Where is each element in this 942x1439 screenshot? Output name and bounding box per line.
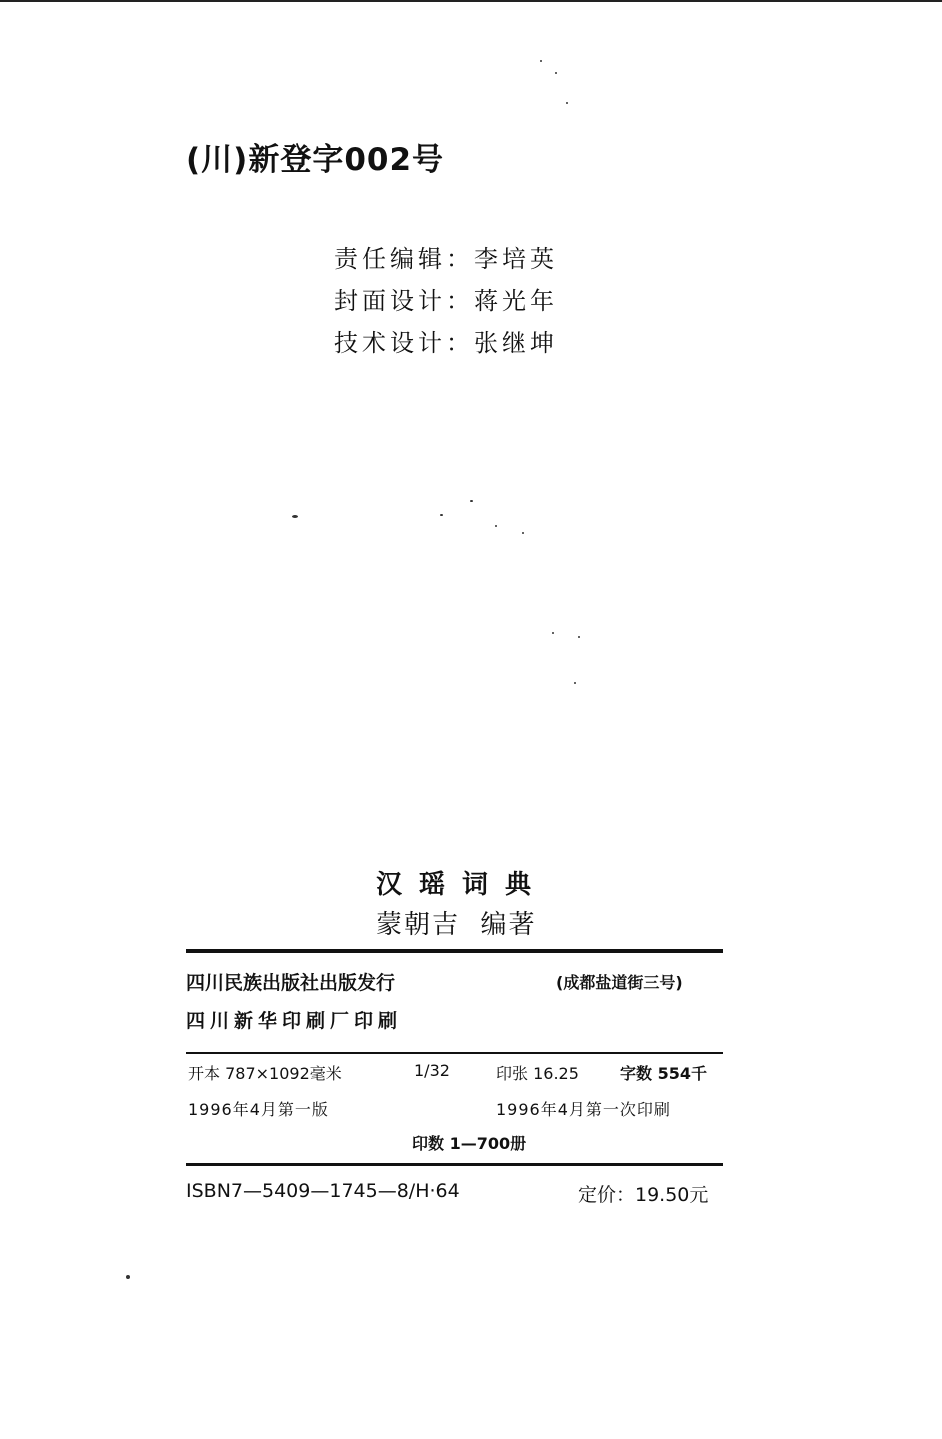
spec-copies: 印数 1—700册 — [412, 1134, 527, 1153]
top-border-line — [0, 0, 942, 2]
credit-editor — [334, 238, 558, 280]
scan-speck — [566, 102, 568, 104]
spec-format: 开本 787×1092毫米 — [188, 1064, 342, 1083]
credit-name: 李培英 — [474, 245, 558, 273]
scan-speck — [578, 636, 580, 638]
publisher-line: 四川民族出版社出版发行 — [186, 972, 396, 994]
scan-speck — [540, 60, 542, 62]
credit-technical-design — [334, 322, 558, 364]
spec-fraction: 1/32 — [414, 1061, 450, 1080]
printer-line: 四川新华印刷厂印刷 — [186, 1010, 403, 1032]
credit-role: 责任编辑： — [334, 245, 474, 273]
author-role: 编著 — [480, 910, 537, 940]
spec-words: 字数 554千 — [620, 1064, 707, 1083]
price: 定价：19.50元 — [578, 1184, 709, 1206]
scan-speck — [574, 682, 576, 684]
credit-role: 封面设计： — [334, 287, 474, 315]
credit-name: 张继坤 — [474, 329, 558, 357]
author-line — [376, 904, 537, 941]
publisher-address: (成都盐道街三号) — [556, 973, 683, 992]
spec-sheets: 印张 16.25 — [496, 1064, 579, 1083]
scan-speck — [552, 632, 554, 634]
rule-middle — [186, 1052, 723, 1054]
scan-speck — [555, 72, 557, 74]
rule-top — [186, 949, 723, 953]
author-name: 蒙朝吉 — [376, 910, 461, 940]
isbn: ISBN7—5409—1745—8/H·64 — [186, 1180, 460, 1202]
scan-speck — [522, 532, 524, 534]
spec-printing: 1996年4月第一次印刷 — [496, 1100, 671, 1119]
scan-speck — [440, 514, 443, 516]
book-title: 汉瑶词典 — [376, 870, 549, 900]
credit-cover-design — [334, 280, 558, 322]
credits-block — [334, 238, 558, 364]
credit-role: 技术设计： — [334, 329, 474, 357]
spec-edition: 1996年4月第一版 — [188, 1100, 329, 1119]
credit-name: 蒋光年 — [474, 287, 558, 315]
scan-speck — [292, 515, 298, 518]
registration-number: (川)新登字002号 — [186, 142, 445, 178]
scan-speck — [470, 500, 473, 502]
scan-speck — [126, 1275, 130, 1279]
scan-speck — [495, 525, 497, 527]
rule-bottom — [186, 1163, 723, 1166]
